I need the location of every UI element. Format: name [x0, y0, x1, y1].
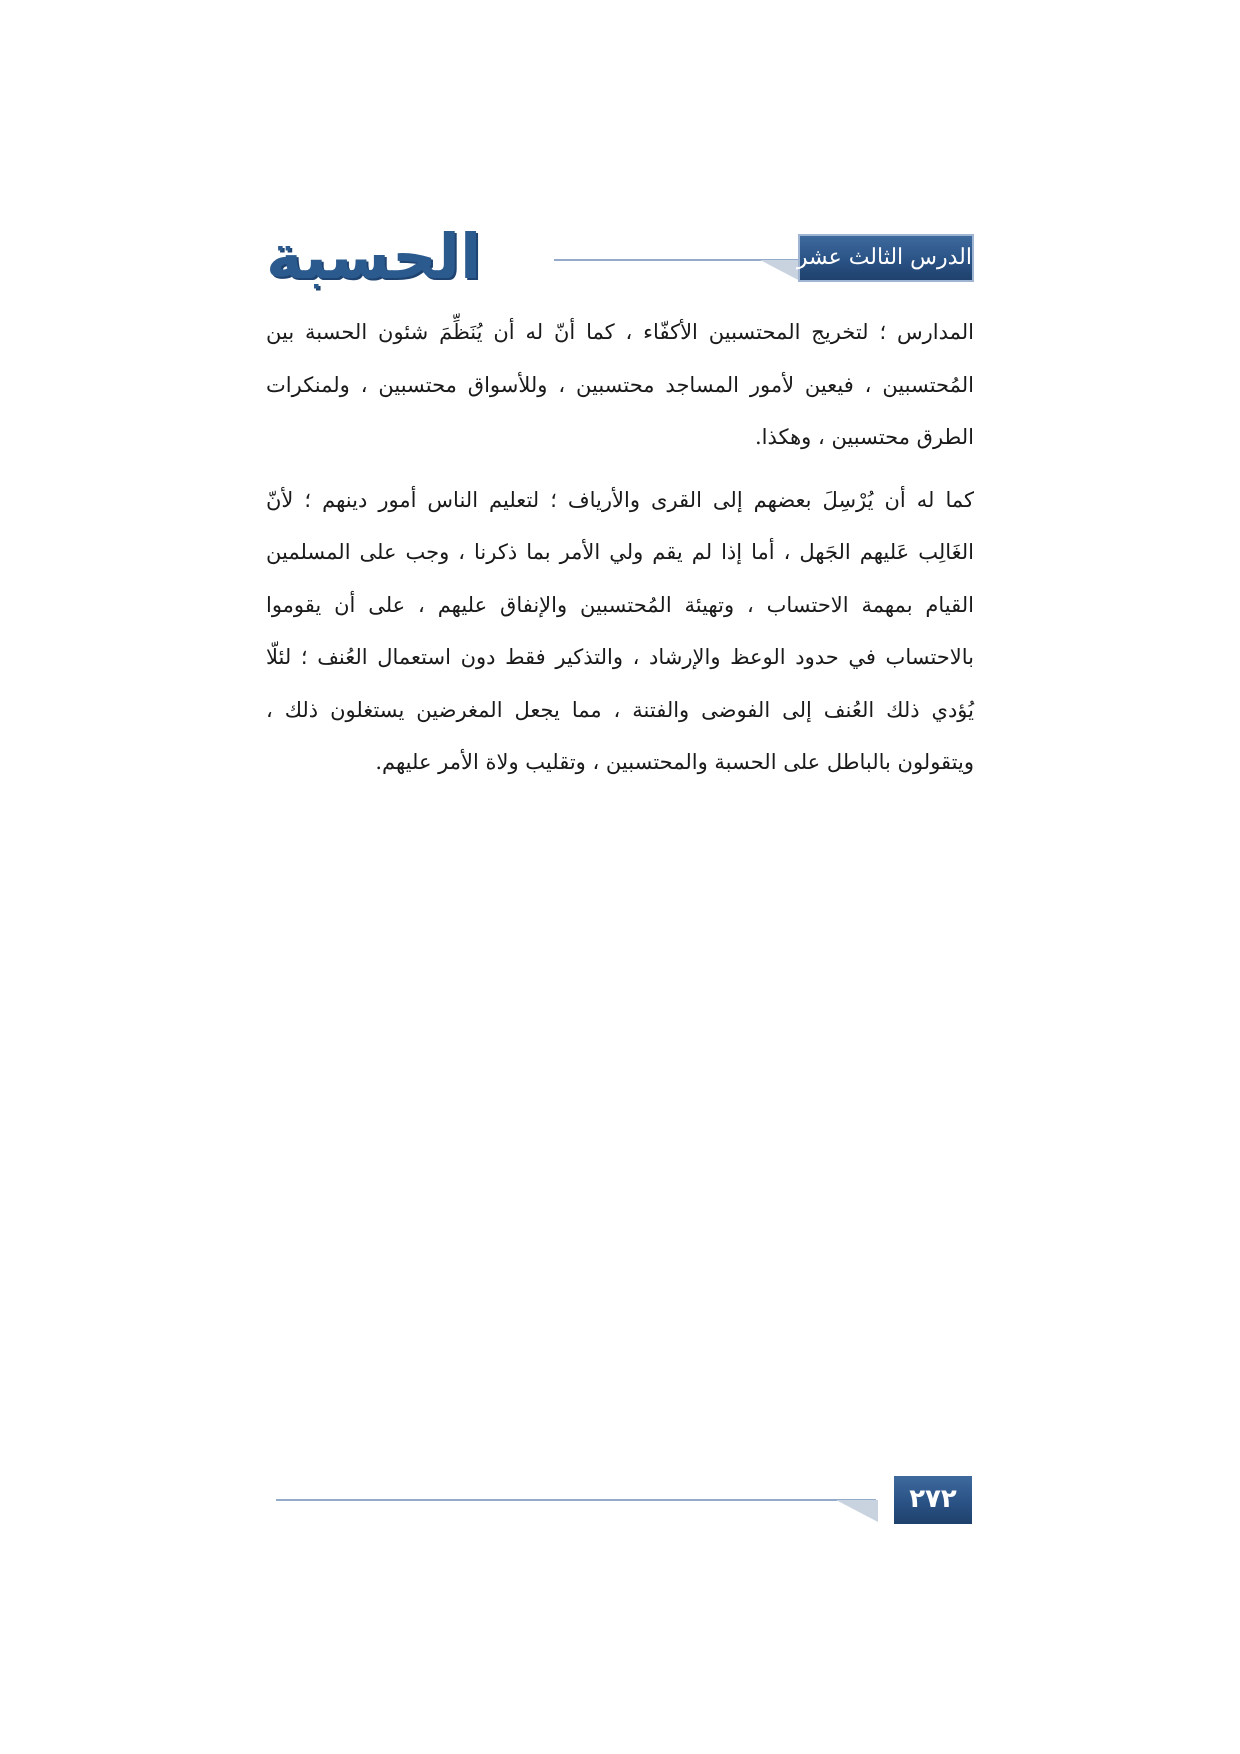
section-title: الحسبة	[266, 220, 482, 293]
paragraph: المدارس ؛ لتخريج المحتسبين الأكفّاء ، كما أنّ له أن يُنَظِّمَ شئون الحسبة بين المُحتسبين ، فيعين لأمور المساجد محتسبين ، وللأسواق محتسبين ، ولمنكرات الطرق محتسبين ، وهكذا.	[266, 320, 974, 449]
lesson-label-box: الدرس الثالث عشر	[798, 234, 974, 282]
page-footer	[276, 1476, 972, 1524]
footer-rule	[276, 1499, 876, 1501]
page-number: ٢٧٢	[894, 1476, 972, 1524]
body-text	[266, 306, 974, 789]
paragraph: كما له أن يُرْسِلَ بعضهم إلى القرى والأرياف ؛ لتعليم الناس أمور دينهم ؛ لأنّ الغَالِب عَليهم الجَهل ، أما إذا لم يقم ولي الأمر بما ذكرنا ، وجب على المسلمين القيام بمهمة الاحتساب ، وتهيئة المُحتسبين والإنفاق عليهم ، على أن يقوموا بالاحتساب في حدود الوعظ والإرشاد ، والتذكير فقط دون استعمال العُنف ؛ لئلّا يُؤدي ذلك العُنف إلى الفوضى والفتنة ، مما يجعل المغرضين يستغلون ذلك ، ويتقولون بالباطل على الحسبة والمحتسبين ، وتقليب ولاة الأمر عليهم.	[266, 487, 974, 774]
footer-rule-accent	[836, 1500, 878, 1526]
page-header	[266, 220, 974, 293]
